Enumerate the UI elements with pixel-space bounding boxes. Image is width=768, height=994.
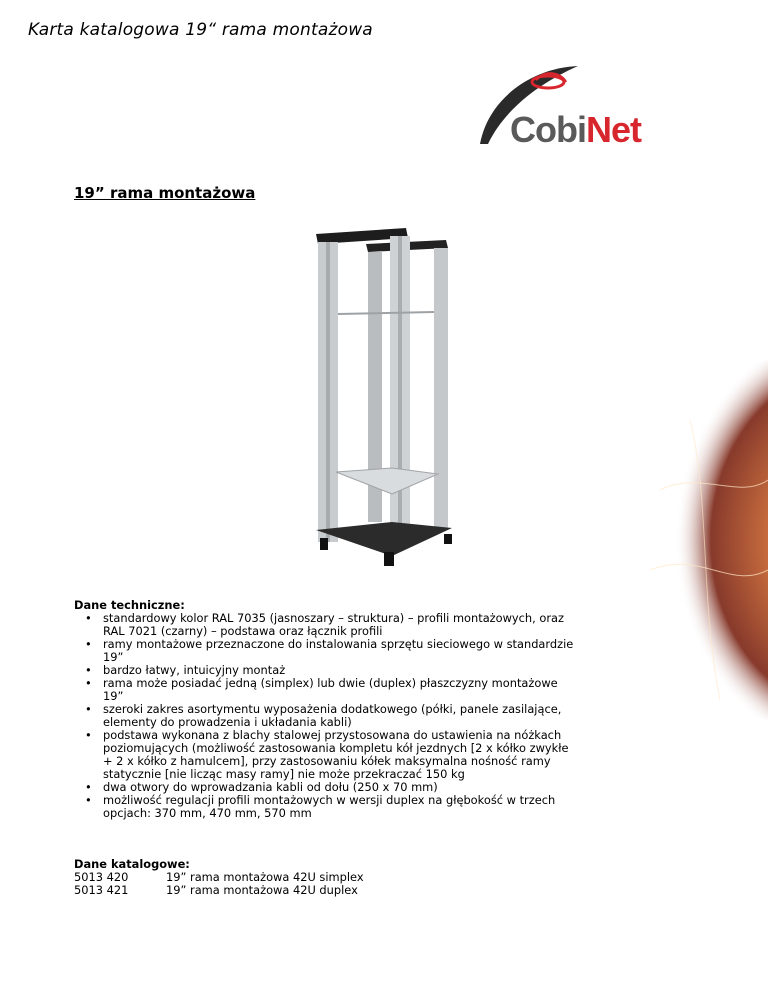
- technical-data-list: [74, 612, 634, 820]
- list-item: • szeroki zakres asortymentu wyposażenia dodatkowego (półki, panele zasilające, elementy do prowadzenia i układania kabli): [85, 702, 562, 729]
- cobinet-logo: [470, 60, 650, 150]
- catalog-description: 19” rama montażowa 42U simplex: [166, 870, 364, 884]
- bullet-icon: •: [85, 780, 92, 794]
- catalog-data-heading: Dane katalogowe:: [74, 857, 190, 871]
- technical-data-section: [74, 599, 634, 820]
- bullet-icon: •: [85, 793, 92, 807]
- catalog-code: 5013 420: [74, 870, 129, 884]
- list-item: • możliwość regulacji profili montażowych w wersji duplex na głębokość w trzech opcjach: 370 mm, 470 mm, 570 mm: [85, 793, 556, 820]
- catalog-description: 19” rama montażowa 42U duplex: [166, 883, 358, 897]
- bullet-icon: •: [85, 702, 92, 716]
- svg-text:Cobi: Cobi: [510, 109, 586, 150]
- list-item: • rama może posiadać jedną (simplex) lub dwie (duplex) płaszczyzny montażowe 19”: [85, 676, 558, 703]
- bullet-icon: •: [85, 637, 92, 651]
- list-item: • podstawa wykonana z blachy stalowej przystosowana do ustawienia na nóżkach poziomujących (możliwość zastosowania kompletu kół jezdnych [2 x kółko zwykłe + 2 x kółko z hamulcem], przy zastosowaniu kółek maksymalna nośność ramy statycznie [nie licząc masy ramy] nie może przekraczać 150 kg: [85, 728, 569, 781]
- list-item: • standardowy kolor RAL 7035 (jasnoszary – struktura) – profili montażowych, oraz RAL 7021 (czarny) – podstawa oraz łącznik profili: [85, 611, 565, 638]
- bullet-icon: •: [85, 728, 92, 742]
- table-row: [74, 884, 364, 897]
- list-item: • dwa otwory do wprowadzania kabli od dołu (250 x 70 mm): [85, 780, 438, 794]
- document-header-title: Karta katalogowa 19“ rama montażowa: [28, 20, 373, 40]
- list-item: • bardzo łatwy, intuicyjny montaż: [85, 663, 286, 677]
- technical-data-heading: Dane techniczne:: [74, 598, 185, 612]
- list-item: • ramy montażowe przeznaczone do instalowania sprzętu sieciowego w standardzie 19”: [85, 637, 574, 664]
- catalog-data-section: [74, 858, 364, 897]
- bullet-icon: •: [85, 611, 92, 625]
- rack-frame-image: [296, 222, 476, 572]
- bullet-icon: •: [85, 663, 92, 677]
- section-title: 19” rama montażowa: [74, 184, 256, 202]
- catalog-code: 5013 421: [74, 883, 129, 897]
- bullet-icon: •: [85, 676, 92, 690]
- svg-text:Net: Net: [586, 109, 642, 150]
